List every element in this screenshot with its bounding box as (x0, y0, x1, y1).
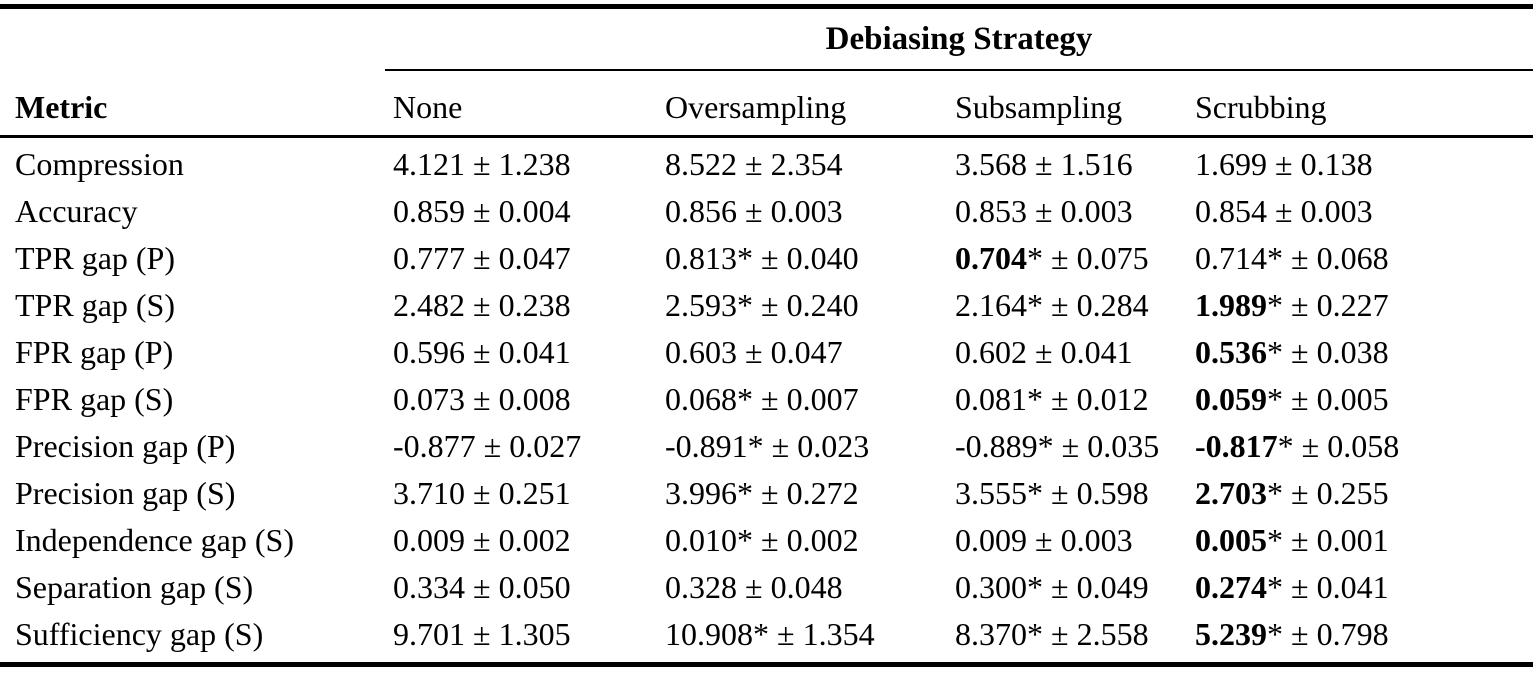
significance-star: * (1027, 616, 1043, 652)
value-stddev: 2.558 (1076, 616, 1149, 652)
plus-minus: ± (753, 240, 787, 276)
value-stddev: 0.048 (770, 569, 843, 605)
value-mean: 0.603 (665, 334, 737, 370)
plus-minus: ± (465, 334, 499, 370)
significance-star: * (1027, 381, 1043, 417)
column-header-oversampling: Oversampling (665, 89, 847, 125)
results-table-page (0, 4, 1533, 680)
value-mean: 0.068 (665, 381, 737, 417)
value-mean: 0.005 (1195, 522, 1267, 558)
value-mean: 0.704 (955, 240, 1027, 276)
value-mean: 0.853 (955, 193, 1027, 229)
plus-minus: ± (1027, 146, 1061, 182)
value-stddev: 0.023 (797, 428, 870, 464)
significance-star: * (1267, 569, 1283, 605)
value-cell (657, 611, 947, 658)
value-cell (1187, 470, 1533, 517)
value-stddev: 1.305 (498, 616, 571, 652)
plus-minus: ± (1293, 428, 1328, 464)
metric-label: Accuracy (15, 193, 138, 229)
plus-minus: ± (465, 475, 499, 511)
value-cell (947, 376, 1187, 423)
value-cell (947, 470, 1187, 517)
value-mean: 0.081 (955, 381, 1027, 417)
plus-minus: ± (1283, 522, 1317, 558)
plus-minus: ± (465, 381, 499, 417)
value-stddev: 0.075 (1076, 240, 1149, 276)
significance-star: * (1267, 240, 1283, 276)
significance-star: * (1267, 334, 1283, 370)
plus-minus: ± (763, 428, 798, 464)
value-mean: 1.699 (1195, 146, 1267, 182)
significance-star: * (737, 522, 753, 558)
value-cell (657, 282, 947, 329)
value-stddev: 1.516 (1060, 146, 1133, 182)
value-stddev: 0.007 (786, 381, 859, 417)
value-cell (385, 188, 657, 235)
plus-minus: ± (769, 616, 803, 652)
value-stddev: 0.238 (498, 287, 571, 323)
plus-minus: ± (465, 522, 499, 558)
value-mean: 3.710 (393, 475, 465, 511)
value-stddev: 0.003 (1300, 193, 1373, 229)
value-cell (657, 470, 947, 517)
plus-minus: ± (737, 334, 771, 370)
value-mean: 3.568 (955, 146, 1027, 182)
value-mean: 10.908 (665, 616, 753, 652)
value-stddev: 0.050 (498, 569, 571, 605)
value-mean: -0.877 (393, 428, 476, 464)
plus-minus: ± (1267, 193, 1301, 229)
plus-minus: ± (753, 381, 787, 417)
plus-minus: ± (1283, 334, 1317, 370)
plus-minus: ± (1283, 475, 1317, 511)
value-cell (385, 329, 657, 376)
significance-star: * (1037, 428, 1054, 464)
value-stddev: 0.255 (1316, 475, 1389, 511)
value-mean: 0.813 (665, 240, 737, 276)
value-stddev: 0.002 (786, 522, 859, 558)
value-mean: 0.009 (955, 522, 1027, 558)
significance-star: * (1267, 616, 1283, 652)
value-mean: -0.891 (665, 428, 748, 464)
value-stddev: 0.058 (1327, 428, 1400, 464)
value-mean: 5.239 (1195, 616, 1267, 652)
value-mean: 3.996 (665, 475, 737, 511)
value-stddev: 2.354 (770, 146, 843, 182)
value-stddev: 0.040 (786, 240, 859, 276)
table-row (0, 282, 1533, 329)
significance-star: * (737, 381, 753, 417)
plus-minus: ± (1283, 569, 1317, 605)
value-stddev: 0.035 (1087, 428, 1160, 464)
plus-minus: ± (1027, 522, 1061, 558)
value-mean: 0.856 (665, 193, 737, 229)
metric-label: FPR gap (P) (15, 334, 174, 370)
value-stddev: 0.003 (1060, 193, 1133, 229)
plus-minus: ± (737, 193, 771, 229)
plus-minus: ± (1043, 569, 1077, 605)
significance-star: * (1027, 569, 1043, 605)
value-mean: 0.714 (1195, 240, 1267, 276)
plus-minus: ± (1043, 616, 1077, 652)
value-cell (1187, 611, 1533, 658)
significance-star: * (737, 475, 753, 511)
value-stddev: 0.041 (498, 334, 571, 370)
significance-star: * (1277, 428, 1294, 464)
value-mean: 2.593 (665, 287, 737, 323)
metric-label: Precision gap (P) (15, 428, 236, 464)
plus-minus: ± (1283, 240, 1317, 276)
value-cell (385, 235, 657, 282)
value-mean: 0.854 (1195, 193, 1267, 229)
plus-minus: ± (753, 475, 787, 511)
value-stddev: 0.004 (498, 193, 571, 229)
value-stddev: 0.008 (498, 381, 571, 417)
value-mean: 2.482 (393, 287, 465, 323)
value-cell (947, 611, 1187, 658)
value-cell (1187, 376, 1533, 423)
column-header-none: None (393, 89, 463, 125)
significance-star: * (737, 240, 753, 276)
header-spacer (0, 9, 385, 69)
value-cell (385, 141, 657, 188)
value-cell (947, 235, 1187, 282)
metric-label: TPR gap (S) (15, 287, 175, 323)
value-stddev: 0.227 (1316, 287, 1389, 323)
value-stddev: 0.138 (1300, 146, 1373, 182)
plus-minus: ± (465, 287, 499, 323)
value-stddev: 0.240 (786, 287, 859, 323)
value-cell (1187, 564, 1533, 611)
value-stddev: 0.251 (498, 475, 571, 511)
metric-label: Separation gap (S) (15, 569, 254, 605)
significance-star: * (1267, 287, 1283, 323)
value-cell (1187, 141, 1533, 188)
value-cell (385, 376, 657, 423)
value-stddev: 0.002 (498, 522, 571, 558)
value-mean: 9.701 (393, 616, 465, 652)
value-mean: 0.059 (1195, 381, 1267, 417)
value-cell (657, 141, 947, 188)
table-row (0, 188, 1533, 235)
value-cell (385, 282, 657, 329)
value-cell (385, 611, 657, 658)
plus-minus: ± (1027, 193, 1061, 229)
metric-label: TPR gap (P) (15, 240, 175, 276)
value-stddev: 0.068 (1316, 240, 1389, 276)
plus-minus: ± (465, 193, 499, 229)
plus-minus: ± (1027, 334, 1061, 370)
value-mean: 0.300 (955, 569, 1027, 605)
plus-minus: ± (753, 522, 787, 558)
column-header-subsampling: Subsampling (955, 89, 1123, 125)
metric-label: FPR gap (S) (15, 381, 174, 417)
value-stddev: 0.001 (1316, 522, 1389, 558)
value-cell (947, 188, 1187, 235)
value-cell (1187, 235, 1533, 282)
plus-minus: ± (1053, 428, 1088, 464)
plus-minus: ± (1043, 240, 1077, 276)
value-mean: 0.777 (393, 240, 465, 276)
value-mean: 0.596 (393, 334, 465, 370)
value-cell (947, 141, 1187, 188)
value-cell (657, 517, 947, 564)
group-header-cell (385, 9, 1533, 71)
value-mean: 0.334 (393, 569, 465, 605)
plus-minus: ± (1043, 381, 1077, 417)
significance-star: * (1027, 240, 1043, 276)
plus-minus: ± (465, 616, 499, 652)
plus-minus: ± (1283, 381, 1317, 417)
value-stddev: 0.038 (1316, 334, 1389, 370)
plus-minus: ± (737, 146, 771, 182)
value-cell (385, 564, 657, 611)
value-stddev: 0.012 (1076, 381, 1149, 417)
significance-star: * (1267, 475, 1283, 511)
value-cell (1187, 329, 1533, 376)
significance-star: * (1267, 522, 1283, 558)
table-row (0, 611, 1533, 658)
value-mean: 0.328 (665, 569, 737, 605)
value-cell (657, 376, 947, 423)
value-cell (657, 329, 947, 376)
plus-minus: ± (1043, 287, 1077, 323)
metric-label: Precision gap (S) (15, 475, 236, 511)
table-body (0, 138, 1533, 662)
value-mean: 0.010 (665, 522, 737, 558)
value-stddev: 0.049 (1076, 569, 1149, 605)
value-cell (385, 470, 657, 517)
significance-star: * (1267, 381, 1283, 417)
value-stddev: 0.598 (1076, 475, 1149, 511)
column-header-metric: Metric (15, 89, 108, 125)
table-header (0, 9, 1533, 135)
table-row (0, 517, 1533, 564)
significance-star: * (737, 287, 753, 323)
plus-minus: ± (1267, 146, 1301, 182)
value-mean: -0.817 (1195, 428, 1278, 464)
value-stddev: 1.238 (498, 146, 571, 182)
plus-minus: ± (753, 287, 787, 323)
value-stddev: 1.354 (802, 616, 875, 652)
value-stddev: 0.003 (1060, 522, 1133, 558)
value-cell (1187, 517, 1533, 564)
value-stddev: 0.272 (786, 475, 859, 511)
value-cell (947, 517, 1187, 564)
value-cell (385, 517, 657, 564)
value-stddev: 0.027 (509, 428, 582, 464)
plus-minus: ± (465, 240, 499, 276)
value-cell (657, 235, 947, 282)
column-header-scrubbing: Scrubbing (1195, 89, 1327, 125)
table-bottom-rule (0, 662, 1533, 667)
value-mean: 0.009 (393, 522, 465, 558)
value-mean: 2.703 (1195, 475, 1267, 511)
value-cell (947, 423, 1187, 470)
value-stddev: 0.798 (1316, 616, 1389, 652)
value-stddev: 0.284 (1076, 287, 1149, 323)
significance-star: * (747, 428, 764, 464)
value-stddev: 0.003 (770, 193, 843, 229)
value-mean: 8.522 (665, 146, 737, 182)
metric-label: Compression (15, 146, 184, 182)
value-mean: 0.536 (1195, 334, 1267, 370)
value-mean: 0.859 (393, 193, 465, 229)
value-cell (385, 423, 657, 470)
value-cell (1187, 188, 1533, 235)
value-mean: 0.073 (393, 381, 465, 417)
plus-minus: ± (465, 569, 499, 605)
value-cell (947, 564, 1187, 611)
value-mean: 0.602 (955, 334, 1027, 370)
table-row (0, 423, 1533, 470)
value-cell (657, 423, 947, 470)
table-row (0, 235, 1533, 282)
value-mean: 0.274 (1195, 569, 1267, 605)
value-cell (657, 188, 947, 235)
table-row (0, 329, 1533, 376)
value-cell (1187, 282, 1533, 329)
value-mean: 3.555 (955, 475, 1027, 511)
value-mean: -0.889 (955, 428, 1038, 464)
value-mean: 4.121 (393, 146, 465, 182)
significance-star: * (753, 616, 769, 652)
value-stddev: 0.005 (1316, 381, 1389, 417)
value-mean: 8.370 (955, 616, 1027, 652)
value-cell (947, 282, 1187, 329)
value-stddev: 0.041 (1316, 569, 1389, 605)
metric-label: Independence gap (S) (15, 522, 294, 558)
table-row (0, 470, 1533, 517)
plus-minus: ± (475, 428, 510, 464)
value-cell (947, 329, 1187, 376)
group-header-label: Debiasing Strategy (825, 20, 1093, 57)
plus-minus: ± (1283, 287, 1317, 323)
plus-minus: ± (1043, 475, 1077, 511)
value-stddev: 0.047 (498, 240, 571, 276)
table-row (0, 376, 1533, 423)
value-mean: 1.989 (1195, 287, 1267, 323)
value-cell (657, 564, 947, 611)
significance-star: * (1027, 475, 1043, 511)
plus-minus: ± (465, 146, 499, 182)
value-stddev: 0.041 (1060, 334, 1133, 370)
plus-minus: ± (737, 569, 771, 605)
value-cell (1187, 423, 1533, 470)
plus-minus: ± (1283, 616, 1317, 652)
table-row (0, 564, 1533, 611)
significance-star: * (1027, 287, 1043, 323)
metric-label: Sufficiency gap (S) (15, 616, 264, 652)
value-stddev: 0.047 (770, 334, 843, 370)
value-mean: 2.164 (955, 287, 1027, 323)
table-row (0, 141, 1533, 188)
